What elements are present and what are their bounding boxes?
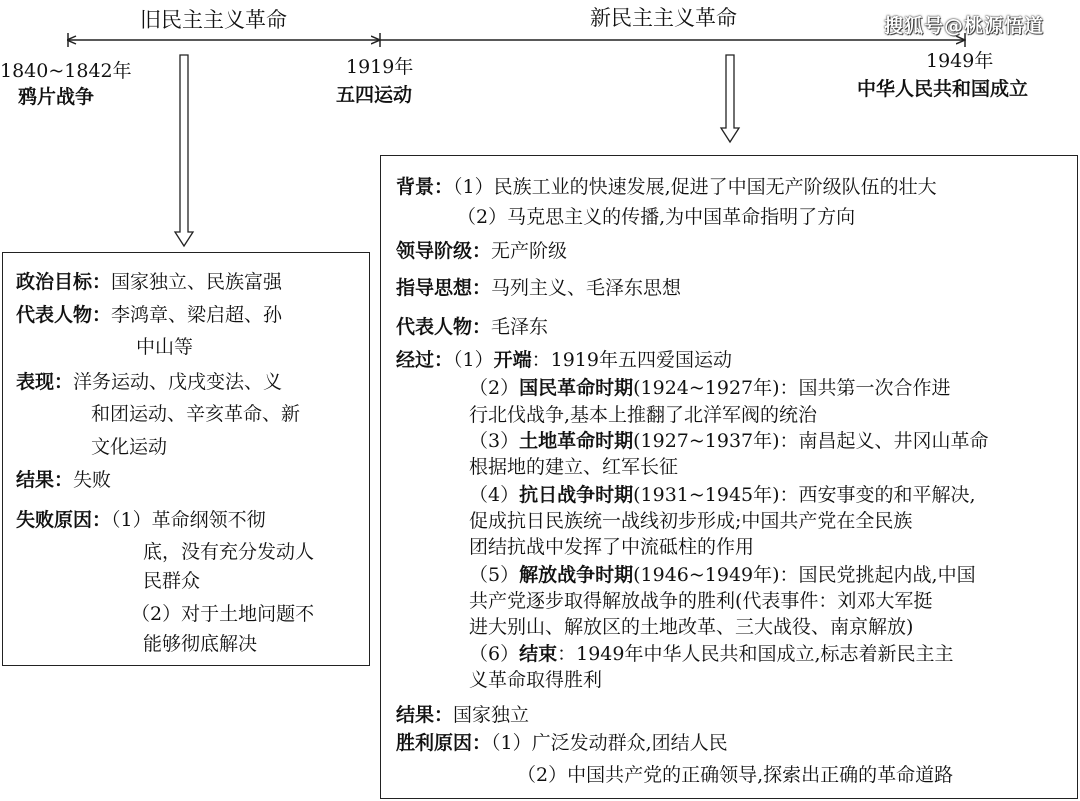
event-prc-founding: 中华人民共和国成立 xyxy=(857,78,1029,100)
victory-reason-1: （1）广泛发动群众,团结人民 xyxy=(491,732,728,754)
p5-num: （5） xyxy=(469,564,520,586)
new-revolution-box xyxy=(380,155,1078,799)
year-1919: 1919年 xyxy=(346,56,414,78)
p6-name: 结束 xyxy=(519,643,558,665)
guiding-ideology-value: 马列主义、毛泽东思想 xyxy=(491,277,682,299)
p4-num: （4） xyxy=(469,484,520,506)
p1-num: （1） xyxy=(453,349,494,371)
new-down-arrow xyxy=(721,55,739,142)
p2-name: 国民革命时期 xyxy=(519,377,634,399)
victory-reason-2: （2）中国共产党的正确领导,探索出正确的革命道路 xyxy=(517,764,954,786)
failure-reason-label: 失败原因： xyxy=(16,509,112,531)
leading-class-value: 无产阶级 xyxy=(491,240,568,262)
p5-cont2: 进大别山、解放区的土地改革、三大战役、南京解放) xyxy=(469,616,914,638)
p3-num: （3） xyxy=(469,430,520,452)
p4-text: (1931~1945年)：西安事变的和平解决, xyxy=(633,484,976,506)
p1-text: ：1919年五四爱国运动 xyxy=(531,349,732,371)
figures-value-cont: 中山等 xyxy=(136,336,194,358)
representative-value: 毛泽东 xyxy=(491,316,549,338)
failure-reason-1-cont1: 底，没有充分发动人 xyxy=(143,541,315,563)
new-result-value: 国家独立 xyxy=(453,704,530,726)
p3-cont: 根据地的建立、红军长征 xyxy=(469,456,679,478)
old-era-label: 旧民主主义革命 xyxy=(140,8,287,32)
failure-reason-2: （2）对于土地问题不 xyxy=(131,603,315,625)
p4-cont2: 团结抗战中发挥了中流砥柱的作用 xyxy=(469,536,755,558)
year-1840: 1840~1842年 xyxy=(0,60,132,82)
event-opium-war: 鸦片战争 xyxy=(18,86,95,108)
p5-text: (1946~1949年)：国民党挑起内战,中国 xyxy=(633,564,976,586)
p5-cont1: 共产党逐步取得解放战争的胜利(代表事件：刘邓大军挺 xyxy=(469,590,933,612)
representative-label: 代表人物： xyxy=(396,316,492,338)
failure-reason-1-cont2: 民群众 xyxy=(143,570,201,592)
p1-name: 开端 xyxy=(493,349,532,371)
background-2: （2）马克思主义的传播,为中国革命指明了方向 xyxy=(457,206,856,228)
result-label: 结果： xyxy=(16,469,74,491)
p3-name: 土地革命时期 xyxy=(519,430,634,452)
p2-cont: 行北伐战争,基本上推翻了北洋军阀的统治 xyxy=(469,404,818,426)
old-revolution-box xyxy=(2,252,370,666)
figures-value: 李鸿章、梁启超、孙 xyxy=(111,304,283,326)
performance-value-cont2: 文化运动 xyxy=(91,436,168,458)
p3-text: (1927~1937年)：南昌起义、井冈山革命 xyxy=(633,430,989,452)
p2-text: (1924~1927年)：国共第一次合作进 xyxy=(633,377,951,399)
background-1: （1）民族工业的快速发展,促进了中国无产阶级队伍的壮大 xyxy=(453,176,937,198)
p4-name: 抗日战争时期 xyxy=(519,484,634,506)
figures-label: 代表人物： xyxy=(16,304,112,326)
failure-reason-2-cont: 能够彻底解决 xyxy=(143,633,258,655)
failure-reason-1: （1）革命纲领不彻 xyxy=(111,509,266,531)
new-era-label: 新民主主义革命 xyxy=(590,6,737,30)
p5-name: 解放战争时期 xyxy=(519,564,634,586)
performance-value: 洋务运动、戊戌变法、义 xyxy=(73,371,283,393)
year-1949: 1949年 xyxy=(926,50,994,72)
result-value: 失败 xyxy=(73,469,112,491)
old-down-arrow xyxy=(175,55,193,246)
new-result-label: 结果： xyxy=(396,704,454,726)
p4-cont1: 促成抗日民族统一战线初步形成;中国共产党在全民族 xyxy=(469,510,913,532)
victory-reason-label: 胜利原因： xyxy=(396,732,492,754)
p2-num: （2） xyxy=(469,377,520,399)
event-may-fourth: 五四运动 xyxy=(336,84,413,106)
p6-text: ：1949年中华人民共和国成立,标志着新民主主 xyxy=(557,643,954,665)
background-label: 背景： xyxy=(396,176,454,198)
performance-value-cont1: 和团运动、辛亥革命、新 xyxy=(91,403,301,425)
goal-label: 政治目标： xyxy=(16,271,112,293)
p6-num: （6） xyxy=(469,643,520,665)
watermark: 搜狐号@桃源悟道 xyxy=(884,15,1045,37)
goal-value: 国家独立、民族富强 xyxy=(111,271,283,293)
process-label: 经过： xyxy=(396,349,454,371)
guiding-ideology-label: 指导思想： xyxy=(396,277,492,299)
performance-label: 表现： xyxy=(16,371,74,393)
leading-class-label: 领导阶级： xyxy=(396,240,492,262)
p6-cont: 义革命取得胜利 xyxy=(469,669,603,691)
